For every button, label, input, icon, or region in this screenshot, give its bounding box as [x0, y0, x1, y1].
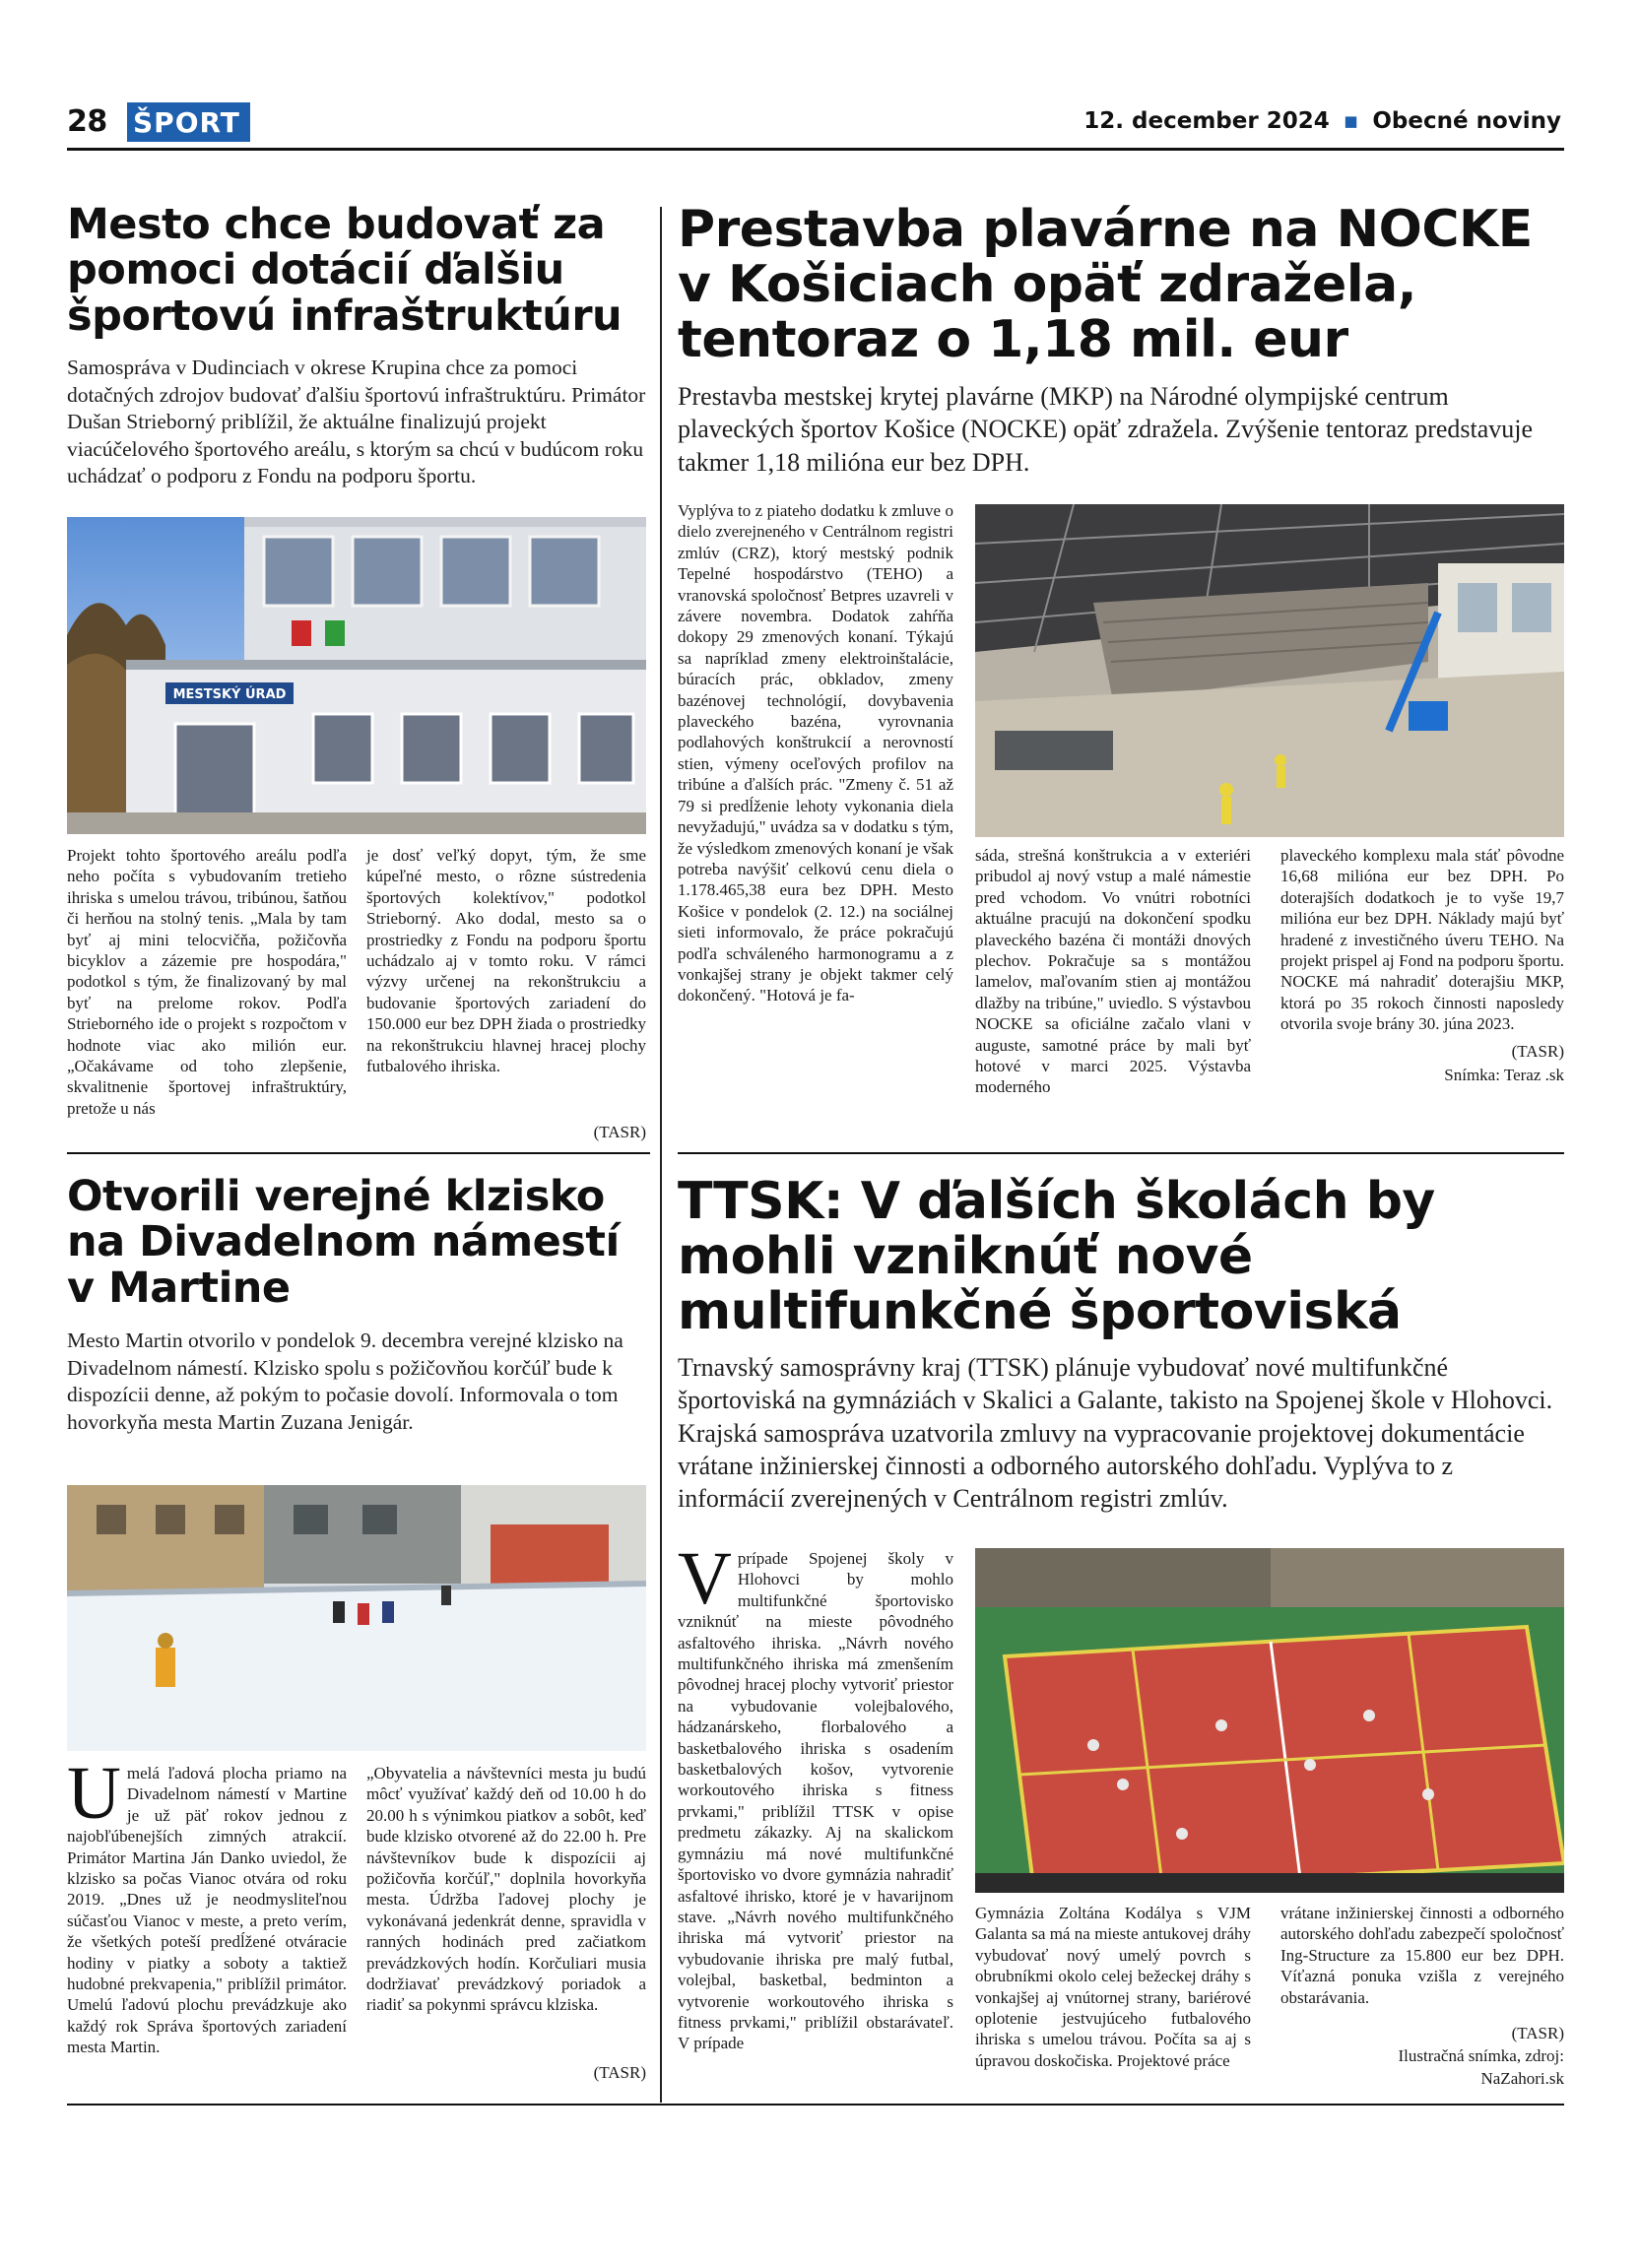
section-label: ŠPORT — [133, 106, 240, 139]
article2-col-mid: sáda, strešná konštrukcia a v exteriéri pribudol aj nový vstup a malé námestie pred vchodom. Vo vnútri robotníci aktuálne pracujú na dokončení spodku plaveckého bazéna či montáži dnových plechov. Pokračuje sa s montážou lamelov, maľovaním stien aj montážou dlažby na tribúne," uviedlo. S výstavbou NOCKE sa oficiálne začalo vlani v auguste, samotné práce by mali byť hotové v marci 2025. Výstavba moderného — [975, 846, 1251, 1097]
article3-photo-ice-rink — [67, 1485, 646, 1751]
article1-col1: Projekt tohto športového areálu podľa neho počíta s vybudovaním tretieho ihriska s umelou trávou, tribúnou, šatňou či herňou na stolný tenis. „Mala by tam byť aj mini telocvičňa, požičovňa bicyklov a zázemie pre hospodára," podotkol s tým, že finalizovaný by mal byť na prelome rokov. Podľa Strieborného ide o projekt s rozpočtom v hodnote viac ako milión eur. „Očakávame od toho zlepšenie, skvalitnenie športovej infraštruktúry, pretože u nás — [67, 846, 347, 1118]
article4-source: (TASR) — [1511, 2024, 1564, 2042]
article1-col2: je dosť veľký dopyt, tým, že sme kúpeľné mesto, o rôzne sústredenia športových kolektívov," podotkol Strieborný. Ako dodal, mesto sa o prostriedky z Fondu na podporu športu uchádzalo aj v tomto roku. V rámci výzvy určenej na rekonštrukciu a budovanie športových zariadení do 150.000 eur bez DPH žiada o prostriedky na rekonštrukciu hlavnej hracej plochy futbalového ihriska. — [366, 846, 646, 1076]
masthead-right — [1083, 108, 1561, 134]
article3-dropcap: U — [67, 1752, 121, 1835]
article3-lead: Mesto Martin otvorilo v pondelok 9. decembra verejné klzisko na Divadelnom námestí. Klzisko spolu s požičovňou korčúľ bude k dispozícii denne, až pokým to počasie dovolí. Informovala o tom hovorkyňa mesta Martin Zuzana Jenigár. — [67, 1328, 623, 1434]
town-hall-sign: MESTSKÝ ÚRAD — [172, 687, 287, 702]
article3-col2: „Obyvatelia a návštevníci mesta ju budú môcť využívať každý deň od 10.00 h do 20.00 h s výnimkou piatkov a sobôt, keď bude klzisko otvorené až do 22.00 h. Pre návštevníkov bude k dispozícii aj požičovňa korčúľ," doplnila hovorkyňa mesta. Údržba ľadovej plochy je vykonávaná jedenkrát denne, spravidla v ranných hodinách pred začiatkom prevádzkových hodín. Korčuliari musia dodržiavať prevádzkový poriadok a riadiť sa pokynmi správcu klziska. — [366, 1764, 646, 2015]
header-rule — [67, 148, 1564, 151]
article2-source: (TASR) — [1511, 1042, 1564, 1061]
article4-photo-credit-2: NaZahori.sk — [1480, 2069, 1564, 2088]
column-divider — [660, 207, 662, 2103]
article4-col-left — [678, 1537, 953, 2054]
article2-photo-pool-construction — [975, 504, 1564, 837]
article3-headline: Otvorili verejné klzisko na Divadelnom námestí v Martine — [67, 1172, 620, 1313]
article4-col-mid: Gymnázia Zoltána Kodálya s VJM Galanta sa má na mieste antukovej dráhy vybudovať nový umelý povrch s obrubníkmi okolo celej bežeckej dráhy s vonkajšej aj vnútornej strany, bariérové oplotenie jestvujúceho futbalového ihriska s umelou trávou. Počíta sa aj s úpravou doskočiska. Projektové práce — [975, 1904, 1251, 2070]
article4-dropcap: V — [678, 1537, 732, 1620]
article3-col1-text: melá ľadová plocha priamo na Divadelnom námestí v Martine je už päť rokov jednou z najobľúbenejších zimných atrakcií. Primátor Martina Ján Danko uviedol, že klzisko sa počas Vianoc otvára od roku 2019. „Dnes už je neodmysliteľnou súčasťou Vianoc v meste, a preto verím, že všetkých poteší predĺžené otváracie hodiny v piatky a soboty a taktiež hudobné prekvapenia," priblížil primátor. Umelú ľadovú plochu prevádzkuje ako každý rok Správa športových zariadení mesta Martin. — [67, 1764, 347, 2057]
article2-headline: Prestavba plavárne na NOCKE v Košiciach opäť zdražela, tentoraz o 1,18 mil. eur — [678, 200, 1533, 370]
article1-headline: Mesto chce budovať za pomoci dotácií ďalšiu športovú infraštruktúru — [67, 200, 623, 341]
article2-bottom-rule — [678, 1152, 1564, 1154]
article1-photo-town-hall — [67, 517, 646, 834]
header-separator: ▪ — [1343, 108, 1359, 134]
article4-col-right: vrátane inžinierskej činnosti a odborného autorského dohľadu zabezpečí spoločnosť Ing-Structure za 15.800 eur bez DPH. Víťazná ponuka vzišla z verejného obstarávania. — [1280, 1904, 1564, 2007]
article1-bottom-rule — [67, 1152, 650, 1154]
article2-col-left: Vyplýva to z piateho dodatku k zmluve o dielo zverejneného v Centrálnom registri zmlúv (CRZ), ktorý mestský podnik Tepelné hospodárstvo (TEHO) a vranovská spoločnosť Betpres uzavreli v závere novembra. Dodatok zahŕňa dokopy 29 zmenových konaní. Týkajú sa napríklad zmeny elektroinštalácie, búracích prác, obkladov, zmeny bazénovej technológií, dovybavenia plaveckého bazéna, vyrovnania podlahových konštrukcií a nerovností stien, výmeny oceľových profilov na tribúne a ďalších prác. "Zmeny č. 51 až 79 si predĺženie lehoty vykonania diela nevyžadujú," uvádza sa v dodatku s tým, že výsledkom zmenových konaní je však potreba navýšiť celkovú cenu diela o 1.178.465,38 eura bez DPH. Mesto Košice v pondelok (2. 12.) na sociálnej sieti informovalo, že práce pokračujú podľa schváleného harmonogramu a z vonkajšej strany je objekt takmer celý dokončený. "Hotová je fa- — [678, 501, 953, 1005]
publication-name: Obecné noviny — [1372, 108, 1561, 134]
town-hall-illustration — [67, 517, 646, 834]
article3-col1 — [67, 1752, 347, 2058]
article2-col-right: plaveckého komplexu mala stáť pôvodne 16,68 milióna eur bez DPH. Po doterajších dodatkoch je to vyše 19,7 milióna eur bez DPH. Náklady majú byť hradené z investičného úveru TEHO. Na projekt prispel aj Fond na podporu športu. NOCKE má nahradiť doterajšiu MKP, ktorá po 35 rokoch činnosti naposledy otvorila svoje brány 30. júna 2023. — [1280, 846, 1564, 1034]
page-number: 28 — [67, 104, 107, 139]
section-badge — [127, 102, 250, 142]
article4-photo-sports-court — [975, 1548, 1564, 1893]
article3-source: (TASR) — [593, 2063, 646, 2082]
article2-lead: Prestavba mestskej krytej plavárne (MKP) na Národné olympijské centrum plaveckých športov Košice (NOCKE) opäť zdražela. Zvýšenie tentoraz predstavuje takmer 1,18 milióna eur bez DPH. — [678, 382, 1534, 477]
issue-date: 12. december 2024 — [1083, 108, 1330, 134]
article2-photo-credit: Snímka: Teraz .sk — [1444, 1066, 1564, 1084]
article4-col-left-text: prípade Spojenej školy v Hlohovci by mohlo multifunkčné športovisko vzniknúť na mieste pôvodného asfaltového ihriska. „Návrh nového multifunkčného ihriska má zmenšením pôvodnej hracej plochy vytvoriť priestor na vybudovanie volejbalového, hádzanárskeho, florbalového a basketbalového ihriska s osadením basketbalových košov, vytvorenie workoutového ihriska s fitness prvkami," priblížil TTSK v opise predmetu zákazky. Aj na skalickom gymnáziu má nové multifunkčné športovisko vo dvore gymnázia nahradiť asfaltové ihrisko, ktoré je v havarijnom stave. „Návrh nového multifunkčného ihriska má vytvoriť priestor na vybudovanie ihriska pre malý futbal, volejbal, basketbal, bedminton a vytvorenie workoutového ihriska s fitness prvkami," priblížil obstarávateľ. V prípade — [678, 1549, 953, 2053]
article1-source: (TASR) — [593, 1123, 646, 1141]
sports-court-illustration — [975, 1548, 1564, 1893]
article4-headline: TTSK: V ďalších školách by mohli vzniknúť nové multifunkčné športoviská — [678, 1172, 1435, 1342]
ice-rink-illustration — [67, 1485, 646, 1751]
footer-rule — [67, 2104, 1564, 2106]
pool-construction-illustration — [975, 504, 1564, 837]
article4-photo-credit-1: Ilustračná snímka, zdroj: — [1398, 2046, 1564, 2065]
article4-lead: Trnavský samosprávny kraj (TTSK) plánuje vybudovať nové multifunkčné športoviská na gymnáziách v Skalici a Galante, takisto na Spojenej škole v Hlohovci. Krajská samospráva uzatvorila zmluvy na vypracovanie projektovej dokumentácie vrátane inžinierskej činnosti a odborného autorského dohľadu. Vyplýva to z informácií zverejnených v Centrálnom registri zmlúv. — [678, 1353, 1553, 1514]
article1-lead: Samospráva v Dudinciach v okrese Krupina chce za pomoci dotačných zdrojov budovať ďalšiu športovú infraštruktúru. Primátor Dušan Strieborný priblížil, že aktuálne finalizujú projekt viacúčelového športového areálu, s ktorým sa chcú v budúcom roku uchádzať o podporu z Fondu na podporu športu. — [67, 356, 646, 488]
